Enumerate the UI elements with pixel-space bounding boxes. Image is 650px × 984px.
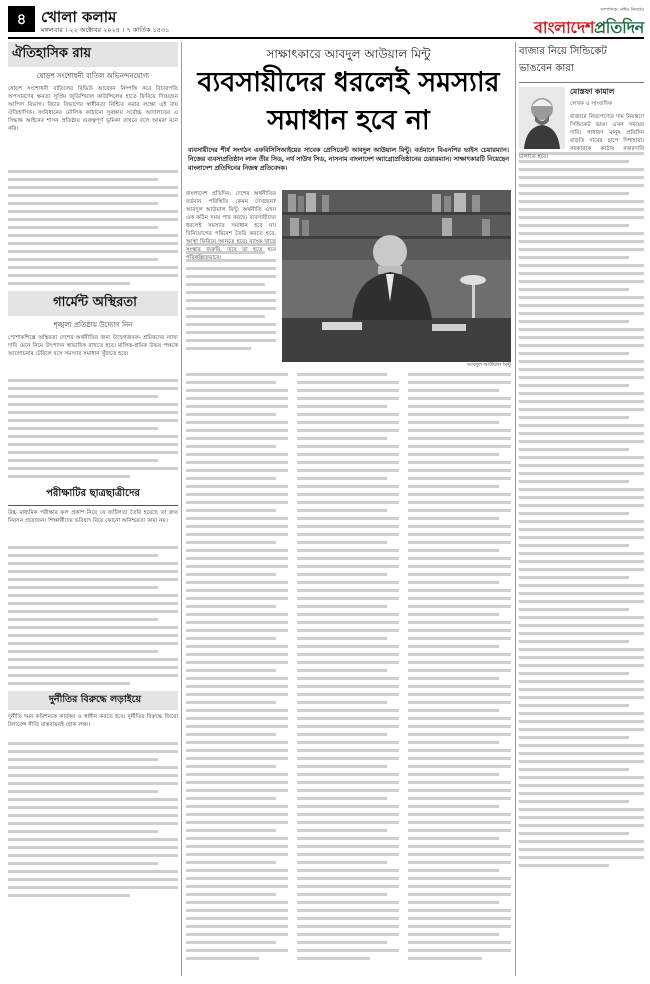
editorial-text-lines-2 [8,379,178,478]
headline-line-2: সমাধান হবে না [267,105,430,136]
interview-article [186,42,511,976]
masthead-tagline: সম্পাদক: নঈম নিজাম [600,7,644,13]
issue-date: মঙ্গলবার । ২২ অক্টোবর ২০২৪ । ৭ কার্তিক ১৪৩১ [41,26,170,34]
masthead-logo-part2: প্রতিদিন [594,18,644,37]
article-text-col-3 [408,368,511,976]
editorial-subtitle-2: শৃঙ্খলা প্রতিষ্ঠায় উদ্যোগ নিন [53,321,133,329]
column-divider-left [181,42,182,976]
interviewee-photo-svg [282,190,511,362]
editorial-title-1: ঐতিহাসিক রায় [8,42,178,67]
page-header [8,6,644,36]
article-body-start: বাংলাদেশ প্রতিদিন: দেশের অর্থনীতির বর্তমান পরিস্থিতি কেমন দেখছেন? আবদুল আউয়াল মিন্টু: অর্থনীতি এখন এক কঠিন সময় পার করছে। ব্যবসায়ীদের ধরলেই সমস্যার সমাধান হবে না। বিনিয়োগের পরিবেশ তৈরি করতে হবে, আস্থা ফিরিয়ে আনতে হবে। ব্যাংক খাতে সংস্কার জরুরি, তবে তা হতে হবে পরিকল্পিতভাবে। [186,191,276,261]
editorial-title-4: দুর্নীতির বিরুদ্ধে লড়াইয়ে [8,691,178,710]
editorial-title-2: গার্মেন্ট অস্থিরতা [8,291,178,316]
header-rule [8,37,644,39]
editorial-body-1: ষোড়শ সংশোধনী বাতিলের রিভিউ আবেদন নিষ্পত্তি করে বিচারপতি অপসারণের ক্ষমতা সুপ্রিম জুডিশিয়াল কাউন্সিলের হাতে ফিরিয়ে দিয়েছেন আপিল বিভাগ। বিচার বিভাগের স্বাধীনতা নিশ্চিত করার লক্ষ্যে এই রায় ঐতিহাসিক। সংবিধানের মৌলিক কাঠামো সুরক্ষায় সর্বোচ্চ আদালতের এ সিদ্ধান্ত আইনের শাসন প্রতিষ্ঠায় গুরুত্বপূর্ণ ভূমিকা রাখবে বলে আমরা মনে করি। [8,86,178,132]
editorial-body-3: উচ্চ মাধ্যমিক পরীক্ষার ফল প্রকাশ নিয়ে যে জটিলতা তৈরি হয়েছে তা দ্রুত নিরসন প্রয়োজন। শিক্ষার্থীদের ভবিষ্যৎ নিয়ে কোনো অনিশ্চয়তা কাম্য নয়। [8,510,178,524]
opinion-body-start: বাজারে নিত্যপণ্যের দাম নিয়ন্ত্রণে সিন্ডিকেট ভাঙা এখন সময়ের দাবি। সাধারণ মানুষ প্রতিদিন বাড়তি দামের চাপে দিশাহারা। সরকারকে কঠোর নজরদারি চালাতে হবে। [519,114,644,160]
editorial-text-lines-1 [8,170,178,285]
masthead [476,7,644,37]
interviewee-photo [282,190,511,362]
editorial-subtitle-1: ষোড়শ সংশোধনী বাতিল অভিনন্দনযোগ্য [36,72,150,80]
article-lead: ব্যবসায়ীদের শীর্ষ সংগঠন এফবিসিসিআইয়ের সাবেক প্রেসিডেন্ট আবদুল আউয়াল মিন্টু। বর্তমানে বিএনপির ভাইস চেয়ারম্যান। নিজের ব্যবসাপ্রতিষ্ঠান লাল তীর সিড, নর্থ সাউথ সিড, নাসনাম বাংলাদেশ অ্যাগ্রোপ্রতিষ্ঠানের চেয়ারম্যান। সাক্ষাৎকারটি নিয়েছেন বাংলাদেশ প্রতিদিনের নিজস্ব প্রতিবেদক। [188,147,509,172]
editorial-text-lines-3 [8,546,178,685]
opinion-text-lines [519,152,644,867]
page-number: ৪ [8,6,35,32]
column-divider-right [515,42,516,976]
columnist-name: মোস্তফা কামাল [570,87,615,96]
editorial-body-4: দুর্নীতি দমন কমিশনকে কার্যকর ও স্বাধীন করতে হবে। দুর্নীতির বিরুদ্ধে জিরো টলারেন্স নীতি বাস্তবায়নই হোক লক্ষ্য। [8,714,178,728]
article-text-col-2 [297,368,399,976]
opinion-column [519,42,644,976]
editorial-body-2: পোশাকশিল্পে অস্থিরতা দেশের অর্থনীতির জন্য উদ্বেগজনক। শ্রমিকদের ন্যায্য দাবি মেনে নিয়ে উৎপাদন স্বাভাবিক রাখতে হবে। মালিক-শ্রমিক উভয় পক্ষকে আলোচনার টেবিলে বসে সমস্যার সমাধান খুঁজতে হবে। [8,335,178,357]
photo-caption: আবদুল আউয়াল মিন্টু [466,362,511,368]
opinion-title-line-1: বাজার নিয়ে সিন্ডিকেট [519,46,607,57]
headline-line-1: ব্যবসায়ীদের ধরলেই সমস্যার [197,67,500,98]
opinion-title-line-2: ভাঙবেন কারা [519,63,574,74]
masthead-logo-part1: বাংলাদেশ [534,18,595,37]
editorial-text-lines-4 [8,742,178,897]
editorial-column [8,42,178,976]
article-kicker: সাক্ষাৎকারে আবদুল আউয়াল মিন্টু [266,47,431,61]
article-text-col-1 [186,368,288,976]
opinion-title [519,42,644,83]
opinion-byline [519,83,644,160]
columnist-avatar [519,87,565,149]
columnist-title: লেখক ও সাংবাদিক [570,101,612,107]
editorial-title-3: পরীক্ষাটির ছাত্রছাত্রীদের [8,484,178,506]
section-name: খোলা কলাম [41,8,117,26]
article-lower-text [186,368,511,976]
